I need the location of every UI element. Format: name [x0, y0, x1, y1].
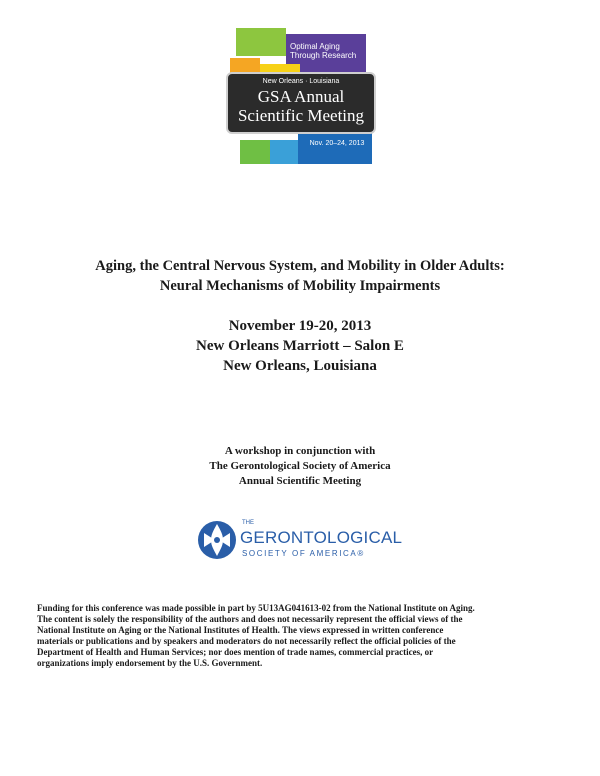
- workshop-line1: A workshop in conjunction with: [224, 445, 376, 457]
- society-emblem-icon: [198, 519, 236, 561]
- logo-dates: Nov. 20–24, 2013: [309, 140, 365, 147]
- logo-tagline: Optimal Aging Through Research: [290, 42, 357, 60]
- workshop-line3: Annual Scientific Meeting: [238, 475, 362, 487]
- logo-title-line2: Scientific Meeting: [237, 106, 365, 125]
- workshop-line2: The Gerontological Society of America: [209, 460, 391, 472]
- logo-blue-block: [298, 132, 372, 164]
- logo-cyan-block: [270, 140, 298, 164]
- funding-disclaimer: [37, 603, 567, 669]
- event-venue: New Orleans Marriott – Salon E: [196, 338, 404, 354]
- gsa-annual-meeting-logo: [218, 28, 384, 166]
- society-subtitle: SOCIETY OF AMERICA®: [242, 549, 365, 558]
- funding-line: materials or publications and by speakers and moderators do not necessarily reflect the official policies of the: [37, 636, 456, 646]
- funding-line: Department of Health and Human Services; nor does mention of trade names, commercial practices, or: [37, 647, 434, 657]
- society-the: THE: [242, 520, 254, 526]
- logo-title-plate: [226, 72, 376, 134]
- document-title-line1: Aging, the Central Nervous System, and Mobility in Older Adults:: [95, 258, 505, 274]
- funding-line: The content is solely the responsibility of the authors and does not necessarily represent the official views of the: [37, 614, 463, 624]
- event-dates: November 19-20, 2013: [228, 318, 372, 334]
- logo-green-block: [236, 28, 286, 56]
- event-city: New Orleans, Louisiana: [223, 358, 377, 374]
- funding-line: National Institute on Aging or the National Institutes of Health. The views expressed in written conference: [37, 625, 444, 635]
- society-name: GERONTOLOGICAL: [240, 528, 403, 547]
- funding-line: Funding for this conference was made possible in part by 5U13AG041613-02 from the National Institute on Aging.: [37, 603, 475, 613]
- logo-title-line1: GSA Annual: [257, 87, 345, 106]
- gerontological-society-logo: [198, 519, 404, 565]
- logo-green-bottom-block: [240, 140, 270, 164]
- funding-line: organizations imply endorsement by the U.S. Government.: [37, 658, 263, 668]
- document-title-line2: Neural Mechanisms of Mobility Impairments: [159, 278, 441, 294]
- logo-location: New Orleans · Louisiana: [262, 78, 340, 85]
